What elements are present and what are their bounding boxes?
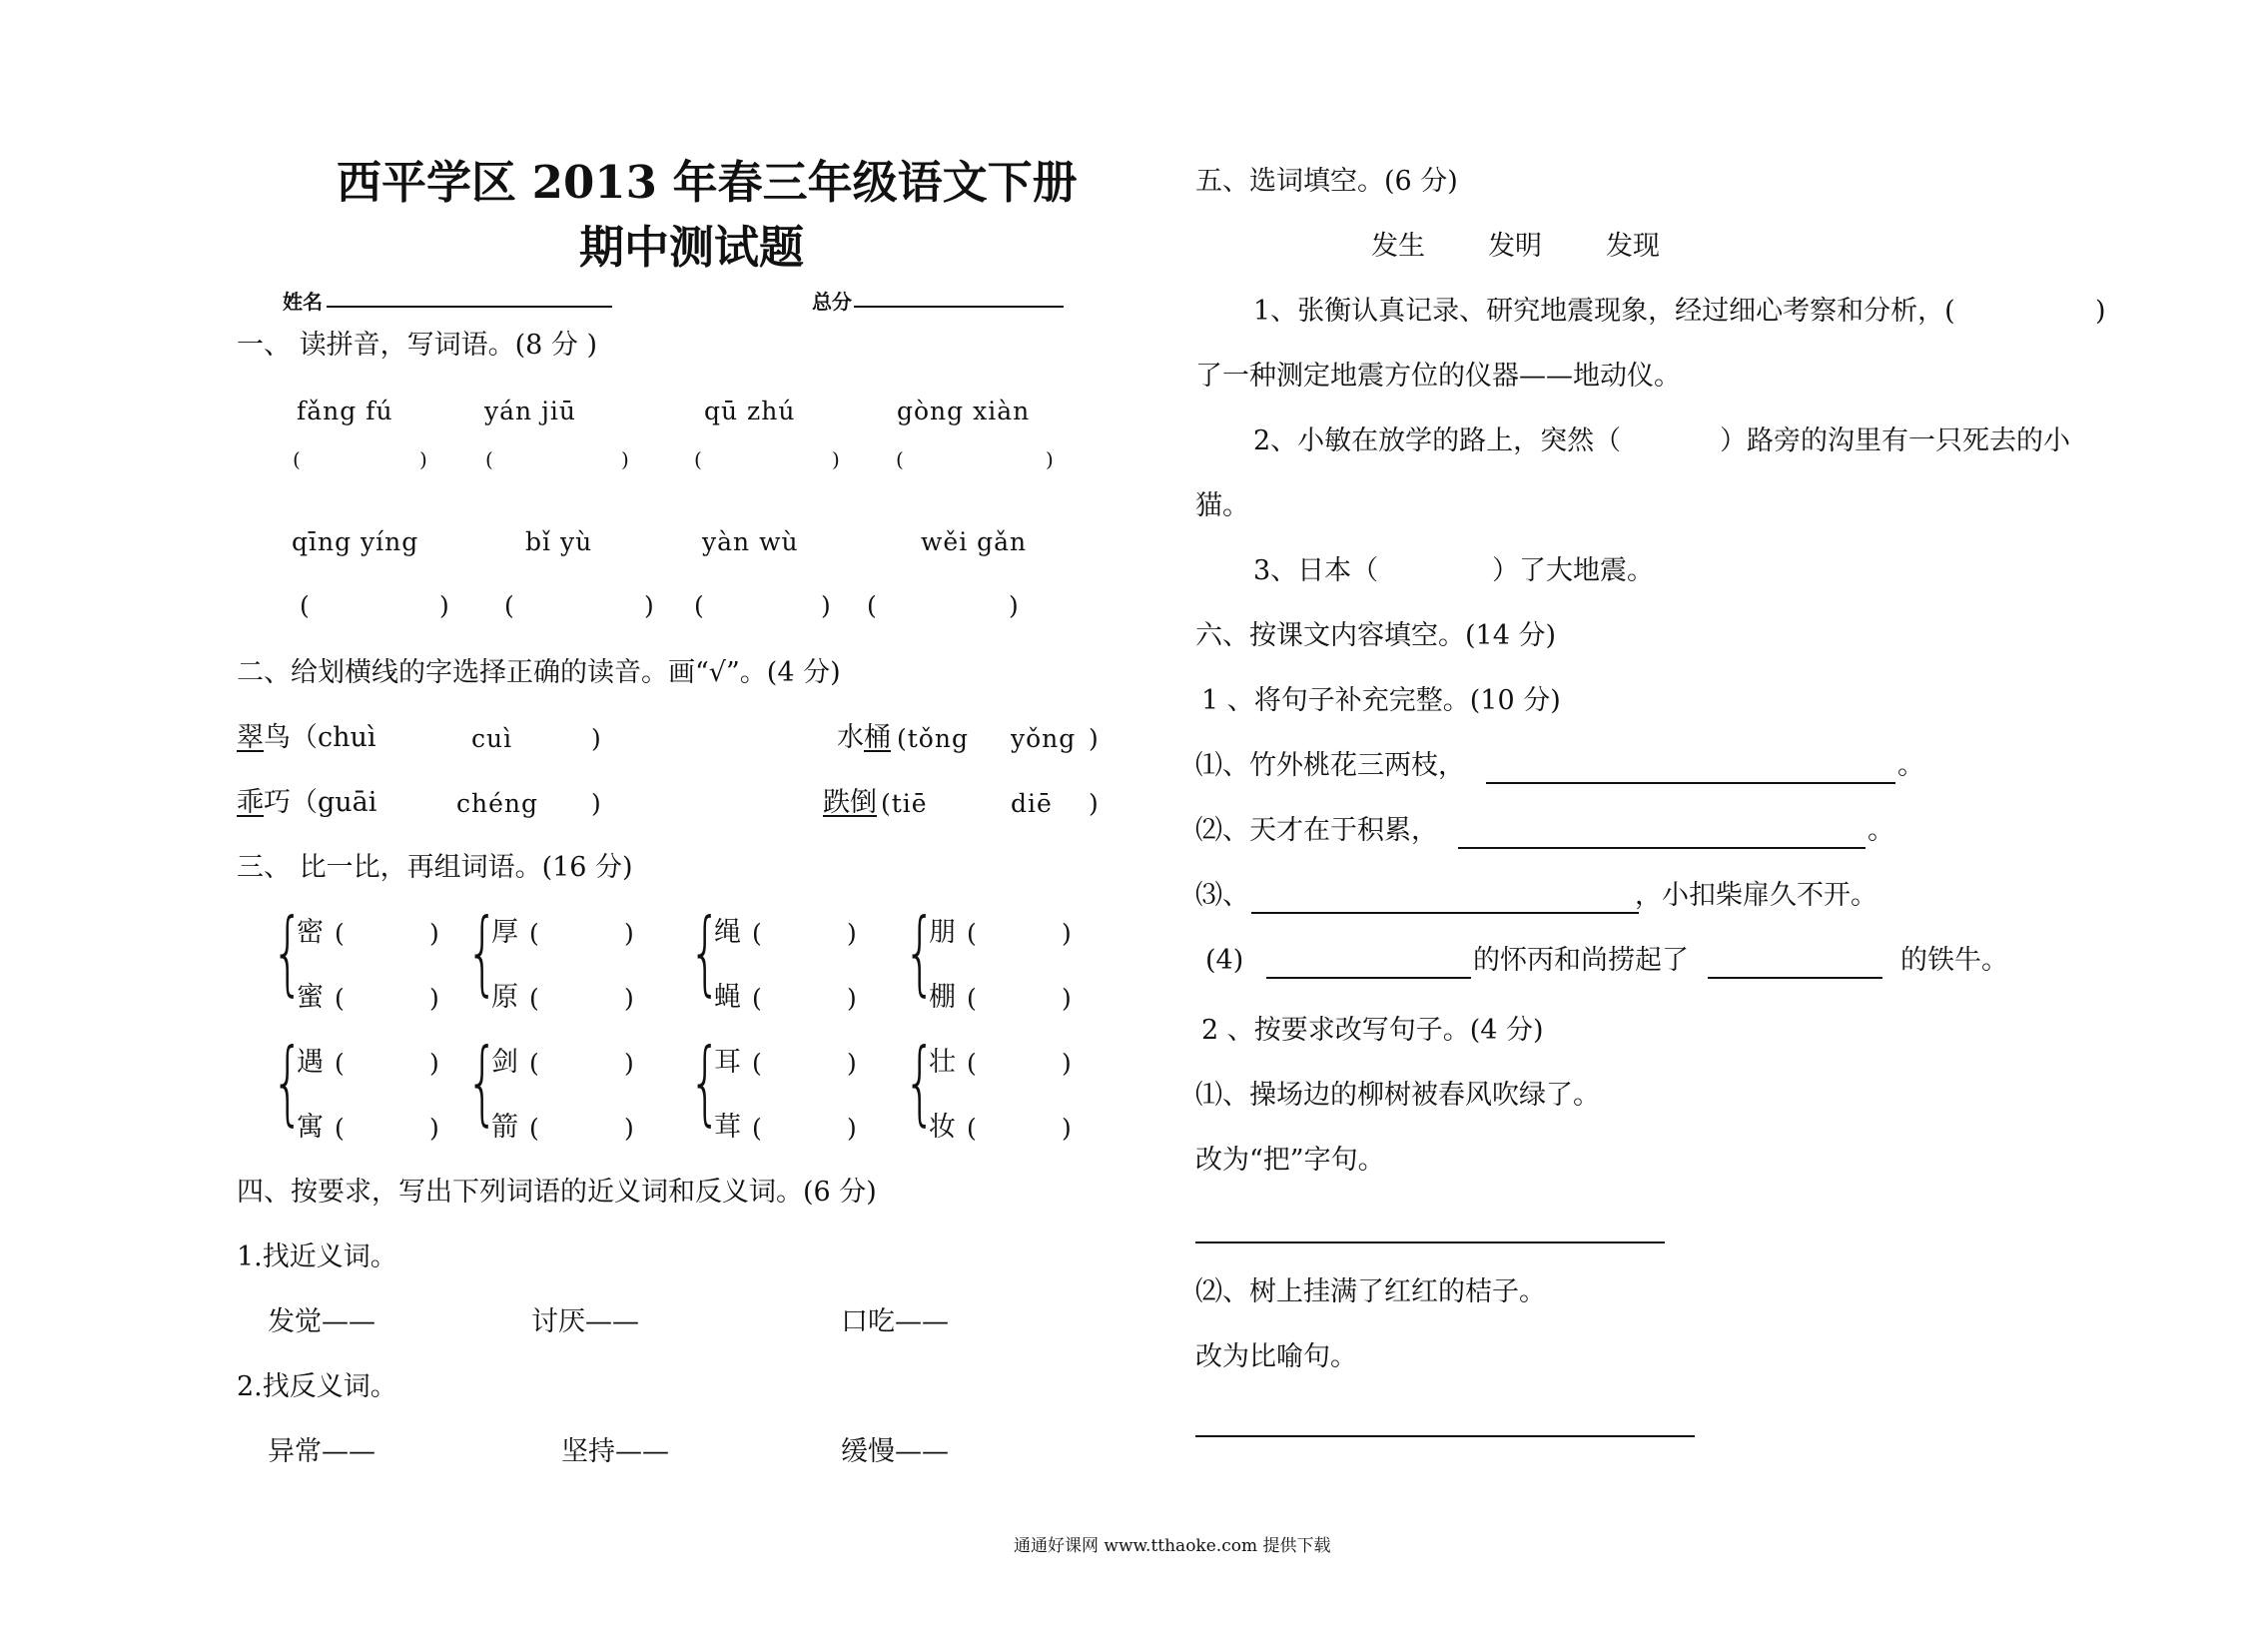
paren-close: ) <box>1062 1049 1073 1078</box>
paren-close: ) <box>1062 919 1073 948</box>
paren-close: ) <box>591 724 602 753</box>
score-label: 总分 <box>812 290 852 314</box>
q6-l4a: (4) <box>1205 945 1244 976</box>
paren-open: ( <box>335 1049 346 1078</box>
paren-open: ( <box>752 1049 763 1078</box>
q2-item-char: 水 <box>837 722 864 753</box>
answer-line[interactable] <box>1251 912 1639 914</box>
q5-s1a: 1、张衡认真记录、研究地震现象，经过细心考察和分析，( <box>1253 296 1955 327</box>
paren-close: ) <box>1062 984 1073 1013</box>
compare-char: 蜜 <box>297 982 324 1013</box>
pinyin-3: qū zhú <box>704 397 796 425</box>
paren-close: ) <box>624 1114 635 1143</box>
q2-option: chéng <box>456 789 539 818</box>
q6-r1b: 改为“把”字句。 <box>1195 1145 1385 1176</box>
paren-close: ) <box>847 1049 858 1078</box>
ant-1: 异常—— <box>268 1436 375 1467</box>
period: 。 <box>1897 750 1924 781</box>
q5-s3b: ）了大地震。 <box>1492 555 1654 586</box>
paren-open: ( <box>694 591 705 620</box>
score-field[interactable] <box>854 306 1064 308</box>
paren-open: ( <box>967 984 978 1013</box>
q6-sub2: 2 、按要求改写句子。(4 分) <box>1201 1015 1544 1046</box>
compare-char: 剑 <box>491 1047 518 1078</box>
paren-close: ) <box>591 789 602 818</box>
paren-close: ) <box>439 591 450 620</box>
q2-item-text: 鸟（chuì <box>264 722 376 753</box>
paren-open: ( <box>529 1114 540 1143</box>
q5-s3a: 3、日本（ <box>1253 555 1379 586</box>
q6-l1: ⑴、竹外桃花三两枝， <box>1195 750 1465 781</box>
pinyin-1: fǎng fú <box>297 397 393 425</box>
answer-line[interactable] <box>1486 782 1895 784</box>
page-title-line1: 西平学区 2013 年春三年级语文下册 <box>337 156 1078 209</box>
q2-option: cuì <box>471 724 513 753</box>
q4-sub2: 2.找反义词。 <box>237 1371 397 1402</box>
underlined-char: 翠 <box>237 722 264 753</box>
paren-close: ) <box>2095 296 2106 327</box>
q2-item-text: 巧（guāi <box>264 787 377 818</box>
q6-l4c: 的铁牛。 <box>1900 945 2008 976</box>
q6-r1: ⑴、操场边的柳树被春风吹绿了。 <box>1195 1080 1600 1111</box>
q6-r2: ⑵、树上挂满了红红的桔子。 <box>1195 1276 1546 1307</box>
q6-l3a: ⑶、 <box>1195 880 1249 911</box>
paren-open: ( <box>504 591 515 620</box>
q2-item-3 <box>237 789 376 816</box>
paren-open: ( <box>896 447 905 471</box>
paren-close: ) <box>429 1114 440 1143</box>
word-option: 发生 <box>1371 231 1425 262</box>
paren-open: ( <box>335 919 346 948</box>
word-option: 发明 <box>1488 231 1542 262</box>
paren-open: ( <box>752 1114 763 1143</box>
paren-close: ) <box>624 984 635 1013</box>
ant-2: 坚持—— <box>561 1436 669 1467</box>
brace-icon: { <box>466 899 499 1006</box>
paren-close: ) <box>429 984 440 1013</box>
q2-heading: 二、给划横线的字选择正确的读音。画“√”。(4 分) <box>237 657 841 688</box>
paren-close: ) <box>429 919 440 948</box>
syn-2: 讨厌—— <box>531 1306 639 1337</box>
name-label: 姓名 <box>283 290 323 314</box>
paren-close: ) <box>624 919 635 948</box>
paren-close: ) <box>419 447 428 471</box>
q2-option: diē <box>1011 789 1053 818</box>
paren-open: ( <box>967 1049 978 1078</box>
answer-line[interactable] <box>1708 977 1882 979</box>
paren-close: ) <box>644 591 655 620</box>
syn-3: 口吃—— <box>841 1306 949 1337</box>
q2-reading: (tiē <box>881 789 928 818</box>
name-field[interactable] <box>327 306 612 308</box>
pinyin-8: wěi gǎn <box>921 527 1028 556</box>
answer-line[interactable] <box>1195 1241 1665 1243</box>
compare-char: 棚 <box>929 982 956 1013</box>
compare-char: 遇 <box>297 1047 324 1078</box>
paren-open: ( <box>967 919 978 948</box>
paren-open: ( <box>867 591 878 620</box>
paren-open: ( <box>752 919 763 948</box>
paren-close: ) <box>621 447 630 471</box>
underlined-char: 乖 <box>237 787 264 818</box>
pinyin-6: bǐ yù <box>525 527 593 556</box>
ant-3: 缓慢—— <box>841 1436 949 1467</box>
compare-char: 厚 <box>491 917 518 948</box>
q4-sub1: 1.找近义词。 <box>237 1241 397 1272</box>
q6-l3b: ，小扣柴扉久不开。 <box>1635 880 1877 911</box>
paren-close: ) <box>1009 591 1020 620</box>
q1-heading: 一、 读拼音，写词语。(8 分 ) <box>237 330 597 361</box>
pinyin-7: yàn wù <box>702 527 799 556</box>
compare-char: 密 <box>297 917 324 948</box>
brace-icon: { <box>689 1029 722 1136</box>
paren-close: ) <box>1062 1114 1073 1143</box>
brace-icon: { <box>689 899 722 1006</box>
q5-s2b: ）路旁的沟里有一只死去的小 <box>1720 425 2070 456</box>
q4-heading: 四、按要求，写出下列词语的近义词和反义词。(6 分) <box>237 1177 877 1208</box>
q5-s1b: 了一种测定地震方位的仪器——地动仪。 <box>1195 361 1681 392</box>
q3-heading: 三、 比一比，再组词语。(16 分) <box>237 852 633 883</box>
answer-line[interactable] <box>1458 847 1866 849</box>
paren-close: ) <box>624 1049 635 1078</box>
brace-icon: { <box>272 899 305 1006</box>
paren-open: ( <box>529 1049 540 1078</box>
paren-open: ( <box>300 591 311 620</box>
q5-s2c: 猫。 <box>1195 490 1249 521</box>
q2-item-4 <box>823 789 877 816</box>
compare-char: 壮 <box>929 1047 956 1078</box>
page-title-line2: 期中测试题 <box>579 221 805 274</box>
q6-l4b: 的怀丙和尚捞起了 <box>1473 945 1689 976</box>
q2-reading: (tǒng <box>897 724 969 753</box>
paren-close: ) <box>1089 724 1100 753</box>
compare-char: 蝇 <box>714 982 741 1013</box>
q2-item-2 <box>837 724 891 751</box>
answer-line[interactable] <box>1266 977 1471 979</box>
paren-close: ) <box>1046 447 1055 471</box>
paren-open: ( <box>335 1114 346 1143</box>
compare-char: 箭 <box>491 1112 518 1143</box>
brace-icon: { <box>466 1029 499 1136</box>
q5-heading: 五、选词填空。(6 分) <box>1195 166 1458 197</box>
paren-open: ( <box>694 447 703 471</box>
word-option: 发现 <box>1606 231 1660 262</box>
paren-close: ) <box>821 591 832 620</box>
pinyin-2: yán jiū <box>484 397 576 425</box>
compare-char: 绳 <box>714 917 741 948</box>
compare-char: 朋 <box>929 917 956 948</box>
paren-close: ) <box>429 1049 440 1078</box>
paren-open: ( <box>485 447 494 471</box>
paren-open: ( <box>967 1114 978 1143</box>
underlined-char: 跌倒 <box>823 787 877 818</box>
paren-open: ( <box>335 984 346 1013</box>
paren-open: ( <box>529 919 540 948</box>
compare-char: 耳 <box>714 1047 741 1078</box>
pinyin-5: qīng yíng <box>292 527 419 556</box>
compare-char: 妆 <box>929 1112 956 1143</box>
q6-heading: 六、按课文内容填空。(14 分) <box>1195 620 1557 651</box>
q6-r2b: 改为比喻句。 <box>1195 1341 1357 1372</box>
period: 。 <box>1868 815 1894 846</box>
paren-close: ) <box>1089 789 1100 818</box>
underlined-char: 桶 <box>864 722 891 753</box>
paren-open: ( <box>293 447 302 471</box>
answer-line[interactable] <box>1195 1435 1695 1437</box>
q5-s2a: 2、小敏在放学的路上，突然（ <box>1253 425 1622 456</box>
brace-icon: { <box>904 899 937 1006</box>
q2-option: yǒng <box>1011 724 1077 753</box>
paren-close: ) <box>847 984 858 1013</box>
compare-char: 原 <box>491 982 518 1013</box>
syn-1: 发觉—— <box>268 1306 375 1337</box>
brace-icon: { <box>272 1029 305 1136</box>
brace-icon: { <box>904 1029 937 1136</box>
paren-close: ) <box>847 1114 858 1143</box>
compare-char: 寓 <box>297 1112 324 1143</box>
paren-open: ( <box>529 984 540 1013</box>
paren-close: ) <box>832 447 841 471</box>
paren-open: ( <box>752 984 763 1013</box>
q6-l2: ⑵、天才在于积累， <box>1195 815 1438 846</box>
q2-item-1 <box>237 724 376 751</box>
footer-text: 通通好课网 www.tthaoke.com 提供下载 <box>1014 1536 1331 1556</box>
q6-sub1: 1 、将句子补充完整。(10 分) <box>1201 685 1561 716</box>
pinyin-4: gòng xiàn <box>897 397 1031 425</box>
compare-char: 茸 <box>714 1112 741 1143</box>
paren-close: ) <box>847 919 858 948</box>
